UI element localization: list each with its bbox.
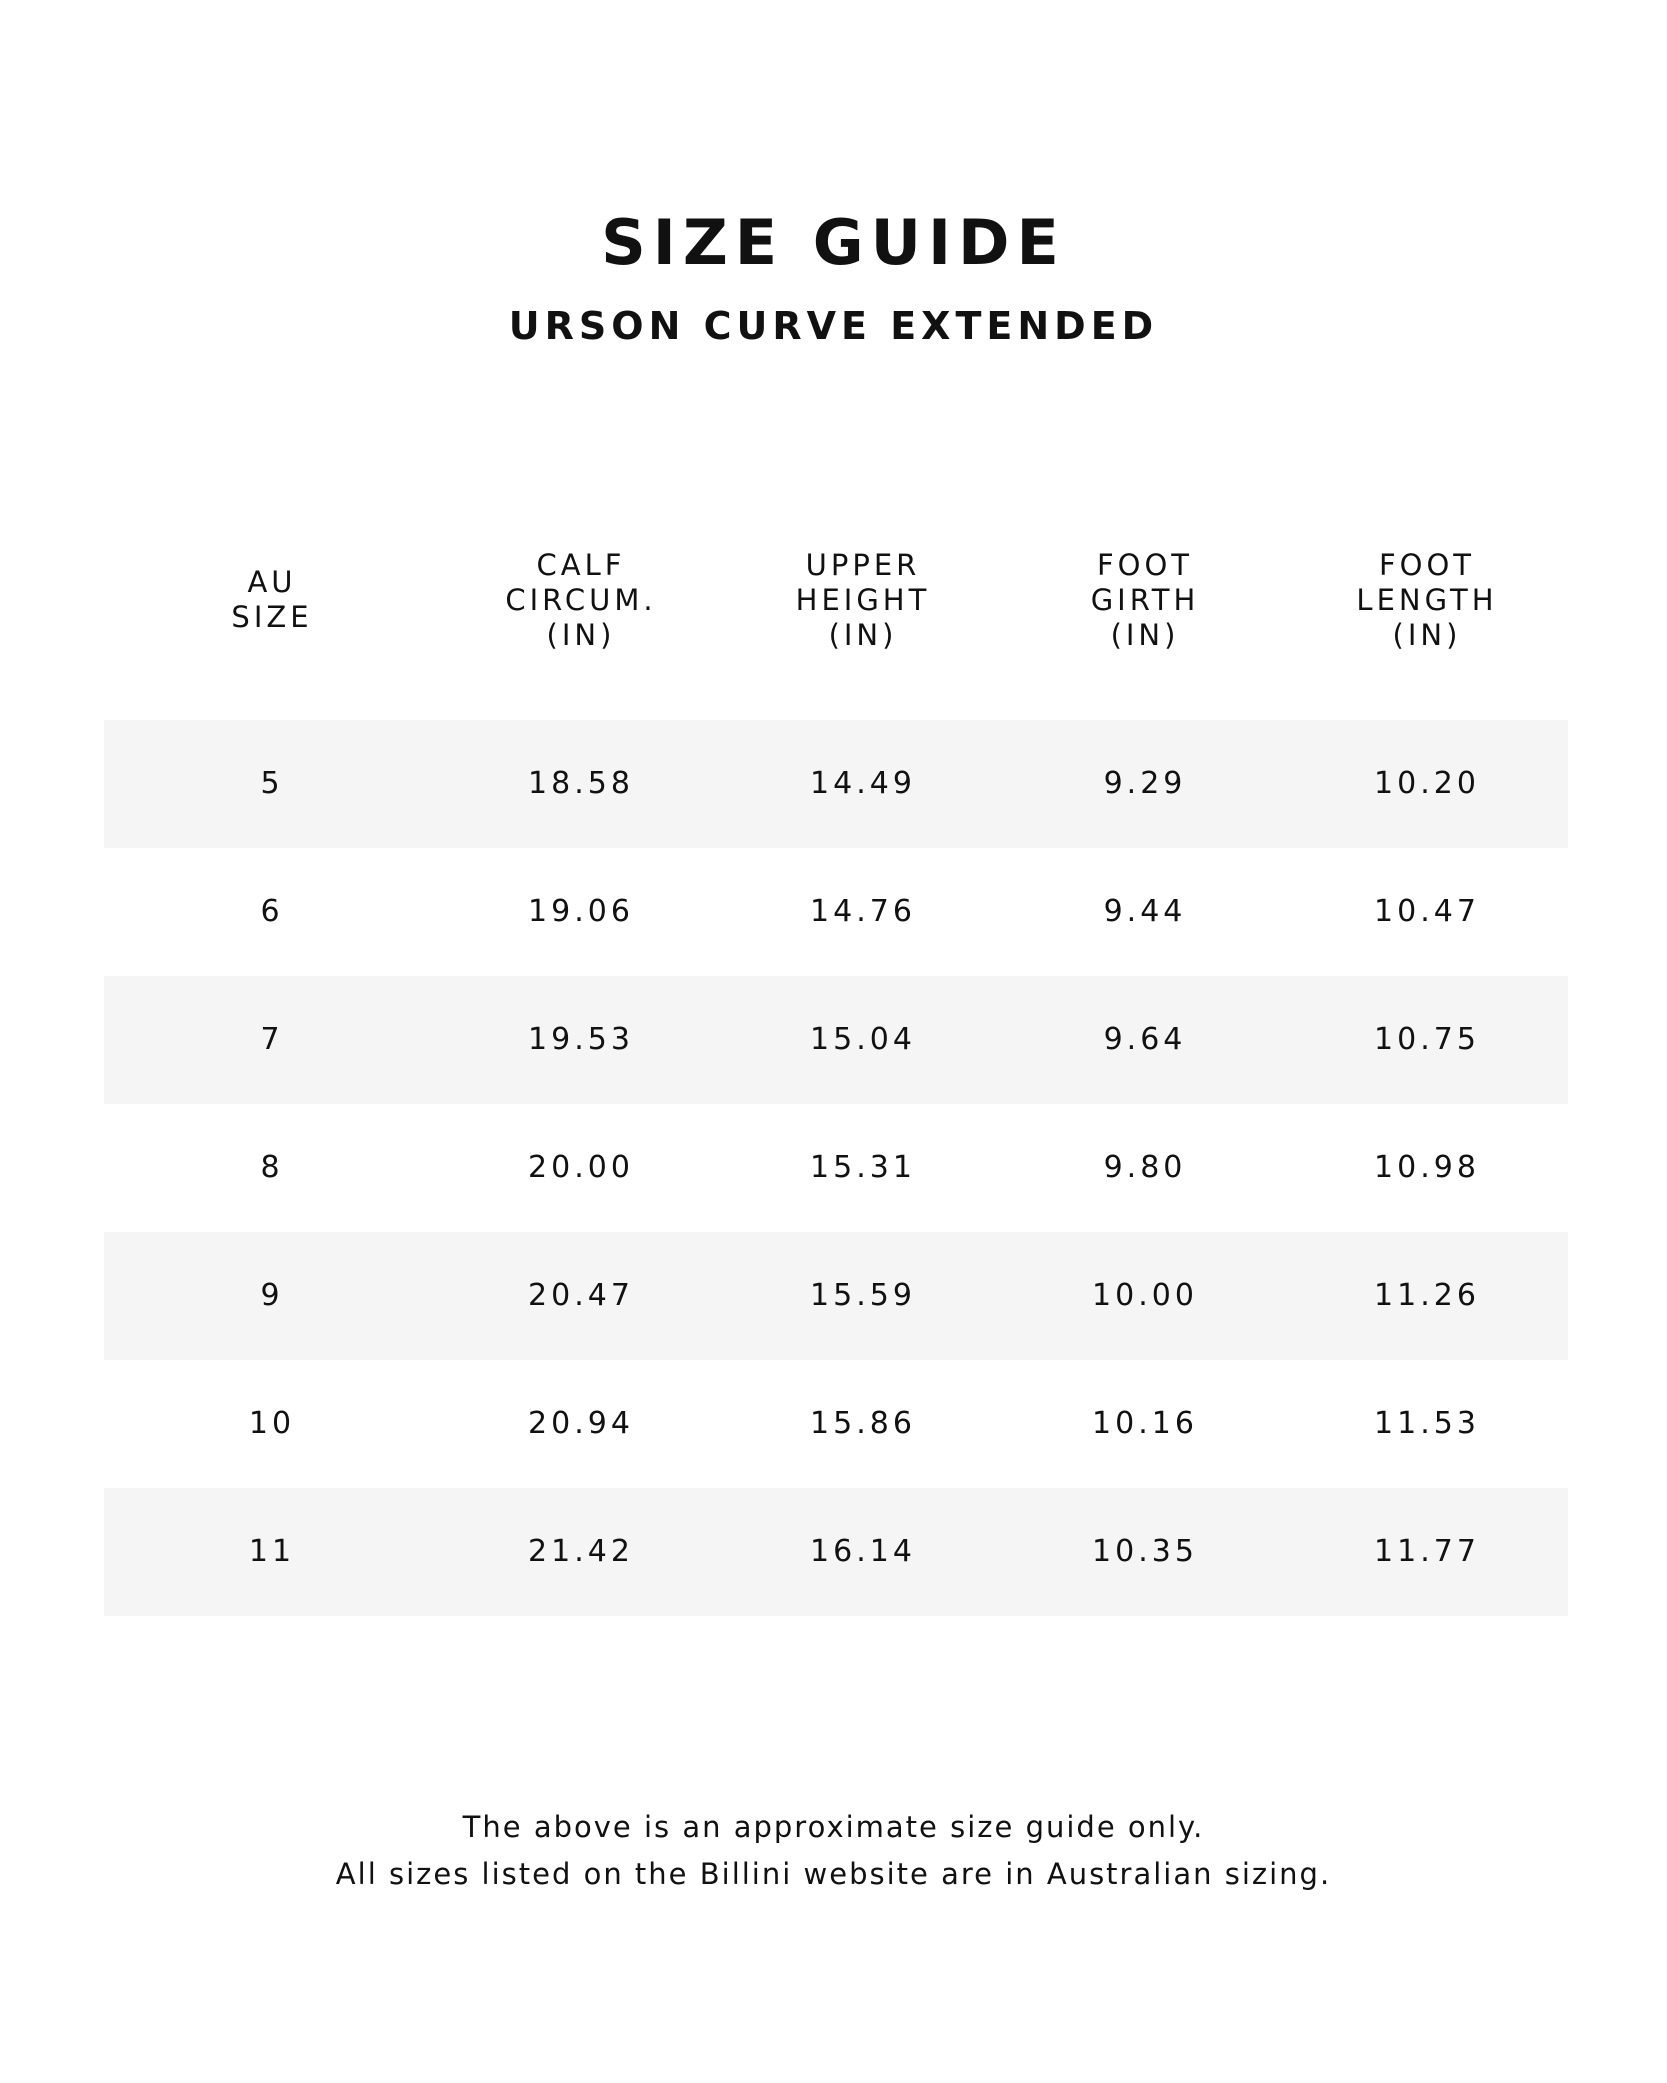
cell-upper-height: 14.76 <box>810 894 916 929</box>
cell-au-size: 8 <box>260 1150 284 1185</box>
cell-upper-height: 16.14 <box>810 1534 916 1569</box>
cell-foot-girth: 9.29 <box>1103 766 1187 801</box>
cell-foot-girth: 10.00 <box>1092 1278 1198 1313</box>
footnote <box>0 1804 1667 1898</box>
cell-foot-girth: 10.16 <box>1092 1406 1198 1441</box>
column-header-upper-height: UPPER HEIGHT (IN) <box>795 547 931 652</box>
table-row <box>104 1232 1568 1360</box>
cell-calf-circum: 20.00 <box>528 1150 634 1185</box>
footnote-line: All sizes listed on the Billini website are in Australian sizing. <box>335 1857 1332 1891</box>
cell-calf-circum: 19.06 <box>528 894 634 929</box>
table-row <box>104 720 1568 848</box>
table-row <box>104 848 1568 976</box>
cell-calf-circum: 18.58 <box>528 766 634 801</box>
cell-foot-length: 10.75 <box>1374 1022 1480 1057</box>
footnote-line: The above is an approximate size guide only. <box>462 1810 1205 1844</box>
cell-foot-girth: 10.35 <box>1092 1534 1198 1569</box>
cell-foot-length: 10.20 <box>1374 766 1480 801</box>
cell-au-size: 6 <box>260 894 284 929</box>
cell-foot-length: 11.26 <box>1374 1278 1480 1313</box>
cell-calf-circum: 20.47 <box>528 1278 634 1313</box>
page-title: SIZE GUIDE <box>601 206 1066 279</box>
table-row <box>104 1488 1568 1616</box>
column-header-au-size: AU SIZE <box>231 565 313 634</box>
cell-upper-height: 15.04 <box>810 1022 916 1057</box>
table-row <box>104 1104 1568 1232</box>
size-table <box>104 720 1568 1616</box>
cell-foot-length: 10.47 <box>1374 894 1480 929</box>
cell-foot-length: 11.77 <box>1374 1534 1480 1569</box>
cell-foot-girth: 9.80 <box>1103 1150 1187 1185</box>
column-header-foot-girth: FOOT GIRTH (IN) <box>1090 547 1200 652</box>
cell-calf-circum: 21.42 <box>528 1534 634 1569</box>
cell-foot-length: 11.53 <box>1374 1406 1480 1441</box>
cell-au-size: 5 <box>260 766 284 801</box>
product-name: URSON CURVE EXTENDED <box>508 304 1159 348</box>
cell-calf-circum: 19.53 <box>528 1022 634 1057</box>
column-header-foot-length: FOOT LENGTH (IN) <box>1356 547 1498 652</box>
cell-au-size: 7 <box>260 1022 284 1057</box>
cell-foot-girth: 9.44 <box>1103 894 1187 929</box>
table-row <box>104 1360 1568 1488</box>
cell-upper-height: 14.49 <box>810 766 916 801</box>
column-header-calf-circum: CALF CIRCUM. (IN) <box>505 547 657 652</box>
cell-au-size: 10 <box>248 1406 296 1441</box>
cell-upper-height: 15.86 <box>810 1406 916 1441</box>
cell-au-size: 9 <box>260 1278 284 1313</box>
cell-foot-length: 10.98 <box>1374 1150 1480 1185</box>
cell-upper-height: 15.31 <box>810 1150 916 1185</box>
cell-upper-height: 15.59 <box>810 1278 916 1313</box>
table-row <box>104 976 1568 1104</box>
cell-calf-circum: 20.94 <box>528 1406 634 1441</box>
table-header <box>104 540 1568 660</box>
cell-au-size: 11 <box>248 1534 296 1569</box>
cell-foot-girth: 9.64 <box>1103 1022 1187 1057</box>
